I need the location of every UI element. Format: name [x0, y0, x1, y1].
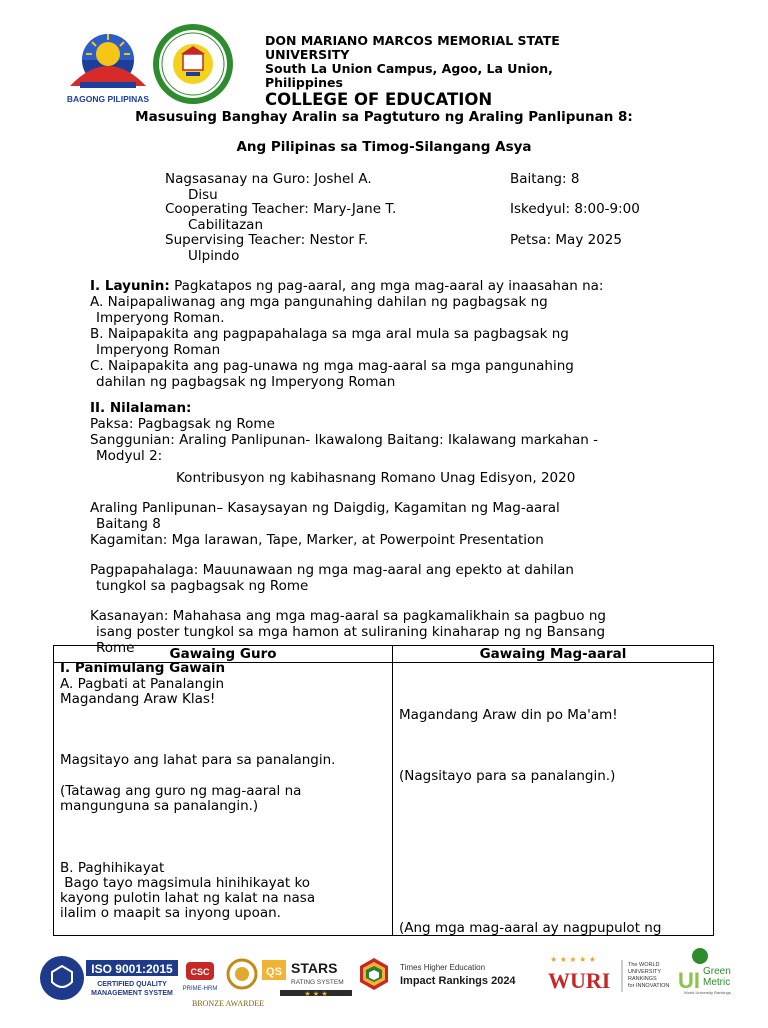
- wuri-sub-2: UNIVERSITY: [628, 969, 662, 975]
- wuri-sub-1: The WORLD: [628, 962, 660, 968]
- date: Petsa: May 2025: [510, 232, 622, 248]
- wuri-logo: [548, 955, 669, 993]
- supervising-teacher-line-1: Supervising Teacher: Nestor F.: [165, 232, 369, 248]
- svg-text:★ ★ ★ ★ ★: ★ ★ ★ ★ ★: [550, 955, 597, 964]
- content-heading: II. Nilalaman:: [90, 400, 192, 416]
- ap-reference-line-1: Araling Panlipunan– Kasaysayan ng Daigdig, Kagamitan ng Mag-aaral: [90, 500, 560, 516]
- objectives-intro-text: Pagkatapos ng pag-aaral, ang mga mag-aaral ay inaasahan na:: [169, 278, 604, 294]
- column-divider: [392, 646, 393, 935]
- reference-line-1: Sanggunian: Araling Panlipunan- Ikawalong Baitang: Ikalawang markahan -: [90, 432, 598, 448]
- university-name-line-1: DON MARIANO MARCOS MEMORIAL STATE: [265, 33, 560, 48]
- student-pickup-response: (Ang mga mag-aaral ay nagpupulot ng: [399, 920, 662, 936]
- reference-line-2: Modyul 2:: [96, 448, 163, 464]
- iso-sub-2: MANAGEMENT SYSTEM: [91, 990, 173, 997]
- motivation-line-2: kayong pulotin lahat ng kalat na nasa: [60, 890, 316, 906]
- bagong-pilipinas-label: BAGONG PILIPINAS: [66, 94, 150, 104]
- schedule: Iskedyul: 8:00-9:00: [510, 201, 640, 217]
- supervising-teacher: [165, 232, 368, 264]
- university-name-line-2: UNIVERSITY: [265, 47, 350, 62]
- wuri-sub-3: RANKINGS: [628, 976, 657, 982]
- csc-prime-hrm-logo: [183, 960, 264, 1008]
- prime-hrm-label: PRIME-HRM: [182, 986, 218, 992]
- skills-line-3: Rome: [96, 640, 135, 656]
- supervising-teacher-line-2: Ulpindo: [188, 248, 240, 264]
- student-teacher-line-1: Nagsasanay na Guro: Joshel A.: [165, 171, 372, 187]
- the-impact-rankings-logo: [400, 963, 516, 987]
- iso-sub-1: CERTIFIED QUALITY: [97, 981, 167, 988]
- stars-sub-label: RATING SYSTEM: [291, 979, 344, 986]
- csc-label: CSC: [190, 967, 210, 977]
- objectives-section: [90, 278, 690, 390]
- student-activity-header: Gawaing Mag-aaral: [479, 646, 627, 662]
- student-teacher: [165, 171, 372, 203]
- iso-label: ISO 9001:2015: [91, 962, 173, 976]
- ui-greenmetric-logo: [678, 948, 731, 995]
- motivation-line-1: Bago tayo magsimula hinihikayat ko: [60, 875, 311, 891]
- metric-sub-label: World University Rankings: [684, 990, 731, 995]
- stars-label: STARS: [291, 960, 338, 976]
- the-label-2: Impact Rankings 2024: [400, 975, 516, 987]
- iso-certification-badge: [40, 956, 178, 1000]
- lesson-plan-title: Masusuing Banghay Aralin sa Pagtuturo ng Araling Panlipunan 8:: [135, 109, 633, 125]
- campus-line-2: Philippines: [265, 75, 343, 90]
- objective-c-line-1: C. Naipapakita ang pag-unawa ng mga mag-aaral sa mga pangunahing: [90, 358, 574, 374]
- content-section: [90, 400, 690, 656]
- student-stand-response: (Nagsitayo para sa panalangin.): [399, 768, 616, 784]
- introductory-activities-heading: I. Panimulang Gawain: [60, 660, 226, 676]
- greeting-prayer-heading: A. Pagbati at Panalangin: [60, 676, 225, 692]
- bagong-pilipinas-logo: [62, 26, 154, 106]
- grade-level: Baitang: 8: [510, 171, 580, 187]
- university-name-block: [265, 34, 625, 90]
- objective-b-line-2: Imperyong Roman: [96, 342, 221, 358]
- ap-reference-line-2: Baitang 8: [96, 516, 161, 532]
- wuri-label: WURI: [548, 968, 611, 993]
- objective-c-line-2: dahilan ng pagbagsak ng Imperyong Roman: [96, 374, 396, 390]
- cooperating-teacher: [165, 201, 396, 233]
- green-label: Green: [703, 966, 731, 977]
- objective-b-line-1: B. Naipapakita ang pagpapahalaga sa mga aral mula sa pagbagsak ng: [90, 326, 569, 342]
- sdg-wheel-icon: [360, 958, 388, 990]
- cooperating-teacher-line-1: Cooperating Teacher: Mary-Jane T.: [165, 201, 397, 217]
- footer-logos: [0, 948, 768, 1024]
- objective-a-line-2: Imperyong Roman.: [96, 310, 225, 326]
- values-line-2: tungkol sa pagbagsak ng Rome: [96, 578, 309, 594]
- bronze-awardee-label: BRONZE AWARDEE: [191, 999, 265, 1008]
- objectives-heading: I. Layunin:: [90, 278, 170, 294]
- metric-label: Metric: [703, 977, 731, 988]
- college-name: COLLEGE OF EDUCATION: [265, 90, 493, 109]
- teacher-activity-header: Gawaing Guro: [169, 646, 277, 662]
- ui-label: UI: [678, 968, 700, 993]
- teacher-prayer-note-1: (Tatawag ang guro ng mag-aaral na: [60, 783, 302, 799]
- qs-label: QS: [266, 966, 282, 978]
- wuri-sub-4: for INNOVATION: [628, 983, 670, 989]
- motivation-line-3: ilalim o maapit sa inyong upoan.: [60, 905, 281, 921]
- qs-stars-logo: [262, 960, 352, 998]
- campus-line-1: South La Union Campus, Agoo, La Union,: [265, 61, 553, 76]
- values-line-1: Pagpapahalaga: Mauunawaan ng mga mag-aaral ang epekto at dahilan: [90, 562, 574, 578]
- university-seal-logo: [146, 22, 240, 106]
- materials-line: Kagamitan: Mga larawan, Tape, Marker, at Powerpoint Presentation: [90, 532, 544, 548]
- teacher-prayer-note-2: mangunguna sa panalangin.): [60, 798, 259, 814]
- objectives-intro: [90, 278, 690, 294]
- svg-text:★ ★ ★: ★ ★ ★: [304, 990, 328, 998]
- cooperating-teacher-line-2: Cabilitazan: [188, 217, 264, 233]
- lesson-topic-title: Ang Pilipinas sa Timog-Silangang Asya: [236, 139, 532, 155]
- topic-line: Paksa: Pagbagsak ng Rome: [90, 416, 275, 432]
- motivation-heading: B. Paghihikayat: [60, 860, 165, 876]
- teacher-greeting: Magandang Araw Klas!: [60, 691, 216, 707]
- activities-table: [53, 645, 714, 936]
- objective-a-line-1: A. Naipapaliwanag ang mga pangunahing dahilan ng pagbagsak ng: [90, 294, 548, 310]
- student-teacher-line-2: Disu: [188, 187, 218, 203]
- reference-line-3: Kontribusyon ng kabihasnang Romano Unag Edisyon, 2020: [176, 470, 576, 486]
- skills-line-1: Kasanayan: Mahahasa ang mga mag-aaral sa pagkamalikhain sa pagbuo ng: [90, 608, 606, 624]
- teacher-prayer-instruction: Magsitayo ang lahat para sa panalangin.: [60, 752, 336, 768]
- skills-line-2: isang poster tungkol sa mga hamon at suliraning kinaharap ng ng Bansang: [96, 624, 606, 640]
- footer-logos-svg: [0, 948, 768, 1024]
- student-greeting-response: Magandang Araw din po Ma'am!: [399, 707, 618, 723]
- the-label-1: Times Higher Education: [400, 963, 486, 972]
